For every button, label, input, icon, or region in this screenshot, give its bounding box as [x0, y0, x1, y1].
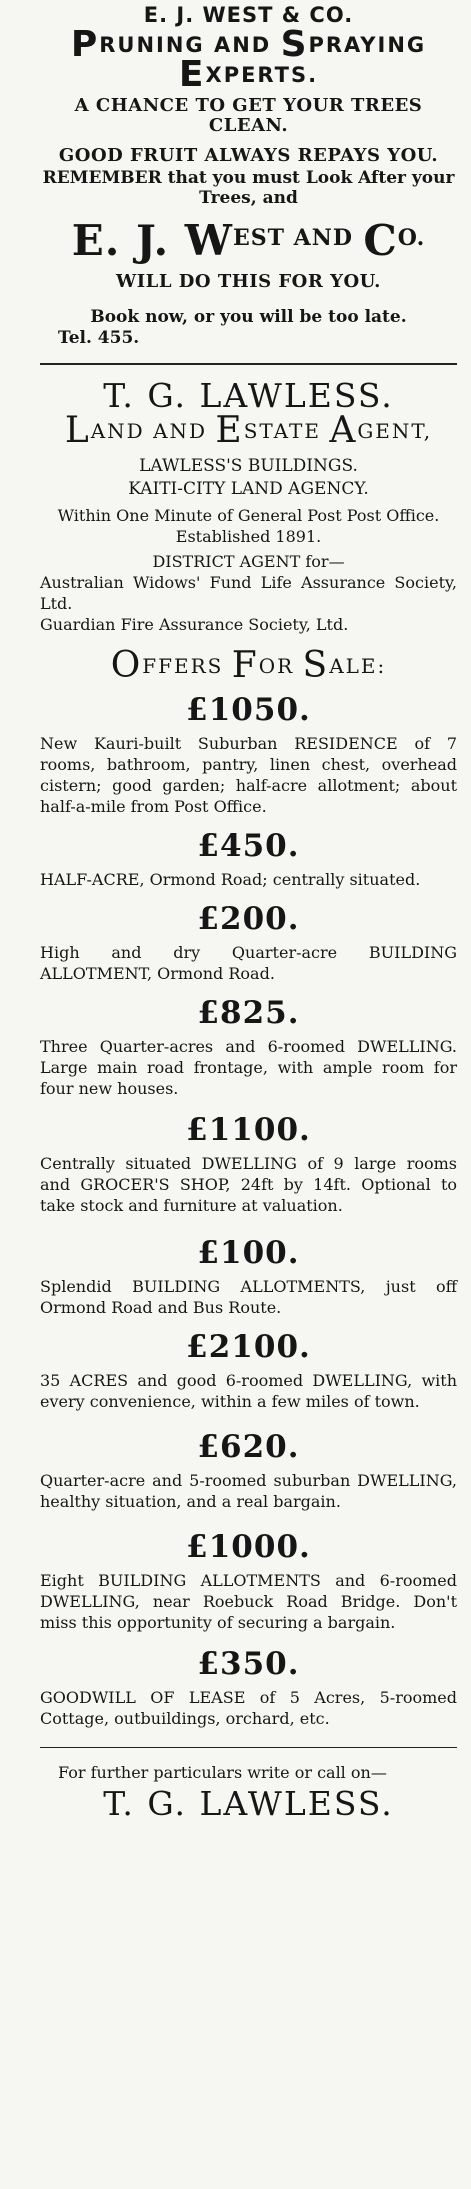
west-big-name: E. J. $W^{EST AND}$ $C^{O.}$ — [71, 216, 426, 265]
west-experts: EXPERTS. — [178, 54, 319, 95]
lawless-district-agent: DISTRICT AGENT for— — [152, 552, 345, 571]
lawless-location: Within One Minute of General Post Post Office. — [57, 506, 440, 525]
section-divider — [40, 363, 457, 365]
listing — [40, 1428, 457, 1512]
west-book-now-line: Book now, or you will be too late. — [90, 307, 407, 327]
listing-description: Centrally situated DWELLING of 9 large rooms and GROCER'S SHOP, 24ft by 14ft. Optional to take stock and furniture at valuation. — [40, 1154, 457, 1215]
west-remember-line: REMEMBER that you must Look After your Trees, and — [42, 168, 455, 208]
listing-description: GOODWILL OF LEASE of 5 Acres, 5-roomed Cottage, outbuildings, orchard, etc. — [40, 1688, 457, 1728]
lawless-established: Established 1891. — [175, 527, 322, 546]
listing — [40, 827, 457, 890]
lawless-agency: KAITI-CITY LAND AGENCY. — [128, 479, 369, 499]
listing-price: £1050. — [186, 692, 311, 728]
lawless-widows-fund: Australian Widows' Fund Life Assurance Society, Ltd. — [40, 573, 457, 613]
listing-price: £1100. — [186, 1112, 311, 1148]
lawless-name: T. G. LAWLESS. — [103, 376, 394, 415]
lawless-agent-heading: LAND AND ESTATE AGENT, — [64, 410, 433, 451]
listing — [40, 1528, 457, 1633]
offers-for-sale-heading: OFFERS FOR SALE: — [110, 645, 387, 686]
west-heading: PRUNING AND SPRAYING — [70, 24, 427, 65]
listing-description: Eight BUILDING ALLOTMENTS and 6-roomed DWELLING, near Roebuck Road Bridge. Don't miss this opportunity of securing a bargain. — [40, 1571, 457, 1632]
listing-description: HALF-ACRE, Ormond Road; centrally situated. — [40, 870, 421, 889]
west-fruit-line: GOOD FRUIT ALWAYS REPAYS YOU. — [58, 145, 439, 166]
listing-price: £450. — [197, 828, 300, 864]
listing — [40, 1234, 457, 1318]
listing — [40, 1111, 457, 1216]
west-title: E. J. WEST & CO. — [143, 3, 354, 27]
listing-description: Quarter-acre and 5-roomed suburban DWELLING, healthy situation, and a real bargain. — [40, 1471, 457, 1511]
listing-description: 35 ACRES and good 6-roomed DWELLING, with every convenience, within a few miles of town. — [40, 1371, 457, 1411]
west-chance-line: A CHANCE TO GET YOUR TREES CLEAN. — [74, 95, 423, 136]
listing-description: New Kauri-built Suburban RESIDENCE of 7 rooms, bathroom, pantry, linen chest, overhead cistern; good garden; half-acre allotment; about half-a-mile from Post Office. — [40, 734, 457, 816]
west-telephone: Tel. 455. — [58, 328, 140, 348]
further-particulars: For further particulars write or call on— — [58, 1763, 387, 1782]
footer-lawless-name: T. G. LAWLESS. — [103, 1784, 394, 1823]
listing-price: £1000. — [186, 1529, 311, 1565]
lawless-advertisement — [40, 377, 457, 1823]
west-will-do-line: WILL DO THIS FOR YOU. — [116, 271, 381, 292]
listing-price: £620. — [197, 1429, 300, 1465]
listing-price: £825. — [197, 995, 300, 1031]
listing-description: Splendid BUILDING ALLOTMENTS, just off Ormond Road and Bus Route. — [40, 1277, 457, 1317]
west-advertisement — [40, 0, 457, 349]
listing-description: Three Quarter-acres and 6-roomed DWELLING. Large main road frontage, with ample room for four new houses. — [40, 1037, 457, 1098]
lawless-buildings: LAWLESS'S BUILDINGS. — [139, 456, 358, 476]
listing — [40, 994, 457, 1099]
listing-price: £100. — [197, 1235, 300, 1271]
listing-price: £2100. — [186, 1329, 311, 1365]
listing-description: High and dry Quarter-acre BUILDING ALLOTMENT, Ormond Road. — [40, 943, 457, 983]
listing — [40, 900, 457, 984]
listing — [40, 1328, 457, 1412]
lawless-guardian-fire: Guardian Fire Assurance Society, Ltd. — [40, 615, 349, 634]
footer-divider — [40, 1747, 457, 1748]
listing-price: £200. — [197, 901, 300, 937]
listing-price: £350. — [197, 1646, 300, 1682]
listing — [40, 691, 457, 817]
listing — [40, 1645, 457, 1729]
